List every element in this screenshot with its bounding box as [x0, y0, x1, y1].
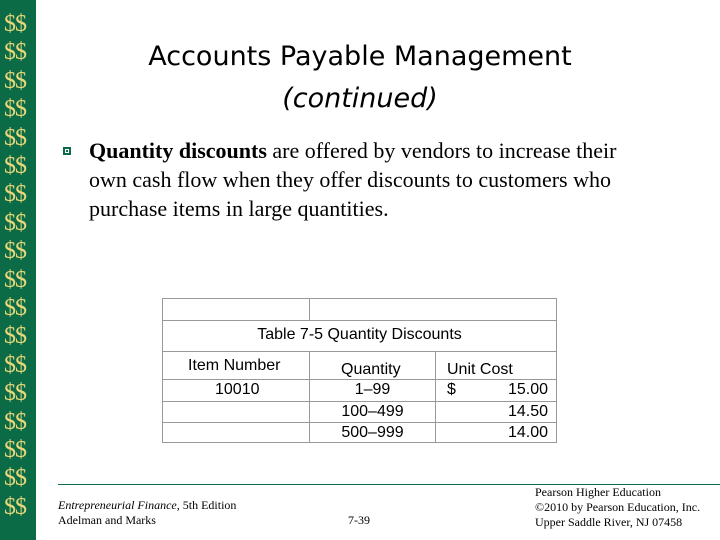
- slide-title: Accounts Payable Management: [148, 41, 572, 72]
- table-cell-unit-cost: 15.00: [507, 381, 548, 398]
- table-rule: [556, 298, 557, 443]
- dollar-glyph: $$: [4, 437, 26, 463]
- dollar-glyph: $$: [4, 67, 26, 94]
- dollar-sidebar: [0, 0, 36, 540]
- page-number: 7-39: [348, 513, 370, 527]
- dollar-glyph: $$: [4, 266, 26, 293]
- table-cell-unit-cost: 14.50: [507, 403, 548, 420]
- dollar-glyph: $$: [4, 124, 26, 151]
- publisher-line-3: Upper Saddle River, NJ 07458: [535, 515, 683, 529]
- bullet-body: are offered by vendors to increase their own cash flow when they offer discounts to customers who purchase items in large quantities.: [89, 138, 617, 221]
- col-header-item-number: Item Number: [188, 357, 281, 374]
- table-caption: Table 7-5 Quantity Discounts: [257, 326, 462, 343]
- dollar-glyph: $$: [4, 153, 26, 179]
- table-rule: [162, 351, 557, 352]
- dollar-glyph: $$: [4, 295, 26, 321]
- dollar-glyph: $$: [4, 351, 26, 378]
- publisher-line-2: ©2010 by Pearson Education, Inc.: [535, 500, 701, 514]
- dollar-glyph: $$: [4, 465, 26, 492]
- publisher-line-1: Pearson Higher Education: [535, 485, 661, 499]
- table-rule: [162, 298, 163, 443]
- table-rule: [162, 320, 557, 321]
- dollar-glyph: $$: [4, 96, 26, 123]
- book-edition: , 5th Edition: [176, 498, 237, 512]
- book-title: Entrepreneurial Finance: [58, 498, 177, 512]
- bullet-bold-term: Quantity discounts: [89, 138, 267, 163]
- dollar-glyph: $$: [4, 39, 26, 66]
- square-bullet-icon: [62, 146, 72, 156]
- quantity-discounts-table: [162, 298, 557, 443]
- dollar-glyph: $$: [4, 238, 26, 265]
- currency-symbol: $: [447, 381, 456, 398]
- dollar-glyph: $$: [4, 11, 26, 37]
- dollar-glyph: $$: [4, 181, 26, 208]
- table-rule: [162, 442, 557, 443]
- table-cell-quantity: 500–999: [341, 424, 404, 441]
- table-cell-quantity: 100–499: [341, 403, 404, 420]
- bullet-point: [89, 136, 649, 223]
- table-cell-unit-cost: 14.00: [507, 424, 548, 441]
- dollar-glyph: $$: [4, 209, 26, 236]
- table-cell-item-number: 10010: [215, 381, 260, 398]
- footer-authors: Adelman and Marks: [58, 513, 156, 527]
- dollar-glyph: $$: [4, 380, 26, 407]
- table-rule: [162, 298, 557, 299]
- table-rule: [162, 422, 557, 423]
- col-header-unit-cost: Unit Cost: [447, 361, 513, 378]
- table-rule: [162, 379, 557, 380]
- col-header-quantity: Quantity: [341, 361, 401, 378]
- table-rule: [309, 298, 310, 321]
- dollar-glyph: $$: [4, 323, 26, 350]
- table-cell-quantity: 1–99: [354, 381, 391, 398]
- footer-book-line: [58, 498, 236, 513]
- table-rule: [162, 401, 557, 402]
- dollar-glyph: $$: [4, 408, 26, 435]
- slide-title-continued: (continued): [282, 83, 438, 114]
- dollar-glyph: $$: [4, 493, 26, 520]
